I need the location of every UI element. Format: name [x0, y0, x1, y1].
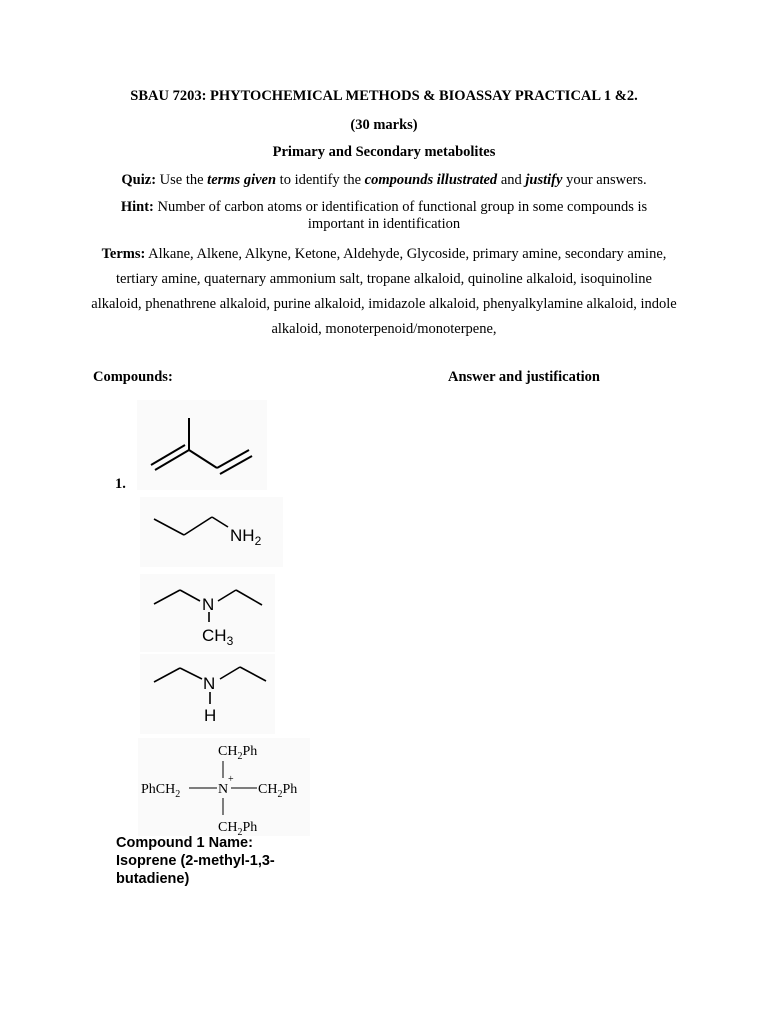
left-subscript: 2 — [175, 789, 181, 800]
document-title: SBAU 7203: PHYTOCHEMICAL METHODS & BIOASSAY PRACTICAL 1 &2. — [130, 88, 638, 104]
terms-label: Terms: — [101, 246, 146, 262]
terms-list: Alkane, Alkene, Alkyne, Ketone, Aldehyde, Glycoside, primary amine, secondary amine, tertiary amine, quaternary ammonium salt, tropane alkaloid, quinoline alkaloid, isoquinoline alkaloid, phenathrene alkaloid, purine alkaloid, imidazole alkaloid, phenyalkylamine alkaloid, indole alkaloid, monoterpenoid/monoterpene, — [91, 246, 677, 337]
quiz-label: Quiz: — [121, 172, 157, 188]
top-ph-text: Ph — [242, 744, 258, 759]
right-ch-text: CH — [258, 782, 278, 797]
quiz-emph-3: justify — [525, 172, 563, 188]
top-subscript: 2 — [237, 751, 243, 762]
item-number: 1. — [115, 476, 126, 492]
marks-label: (30 marks) — [350, 117, 418, 133]
structure-background — [140, 497, 283, 567]
secondary-n-label: N — [203, 674, 216, 693]
positive-charge-label: + — [228, 774, 234, 785]
bottom-subscript: 2 — [237, 827, 243, 836]
quiz-text-3: and — [497, 172, 526, 188]
terms-paragraph — [90, 242, 678, 342]
quiz-text-2: to identify the — [276, 172, 365, 188]
secondary-amine-structure — [140, 654, 275, 734]
quaternary-n-label: N — [218, 782, 229, 797]
structure-background — [137, 400, 267, 490]
hint-text: Number of carbon atoms or identification of functional group in some compounds is important in identification — [153, 199, 648, 233]
methyl-ch-text: CH — [202, 626, 227, 645]
top-ch-text: CH — [218, 744, 238, 759]
right-ph-text: Ph — [282, 782, 298, 797]
compound-1-caption: Compound 1 Name: Isoprene (2-methyl-1,3-butadiene) — [116, 835, 275, 887]
amine-subscript: 2 — [254, 534, 262, 548]
compounds-heading: Compounds: — [93, 369, 173, 385]
quiz-emph-2: compounds illustrated — [364, 172, 498, 188]
quiz-emph-1: terms given — [207, 172, 277, 188]
secondary-h-label: H — [204, 706, 217, 725]
bottom-ch-text: CH — [218, 820, 238, 835]
hint-paragraph — [96, 199, 672, 234]
left-phch-text: PhCH — [141, 782, 176, 797]
answer-heading: Answer and justification — [448, 369, 600, 385]
methyl-subscript: 3 — [226, 634, 234, 648]
amine-nh-text: NH — [230, 526, 255, 545]
right-subscript: 2 — [277, 789, 283, 800]
bottom-ph-text: Ph — [242, 820, 258, 835]
quiz-instruction — [60, 172, 708, 189]
isoprene-structure — [137, 400, 267, 490]
tertiary-amine-structure — [140, 574, 275, 652]
hint-label: Hint: — [120, 199, 154, 215]
quiz-text-1: Use the — [156, 172, 208, 188]
tertiary-n-label: N — [202, 595, 215, 614]
quaternary-ammonium-structure — [138, 738, 310, 836]
propylamine-structure — [140, 497, 283, 567]
section-subtitle: Primary and Secondary metabolites — [272, 144, 496, 160]
quiz-text-4: your answers. — [562, 172, 647, 188]
